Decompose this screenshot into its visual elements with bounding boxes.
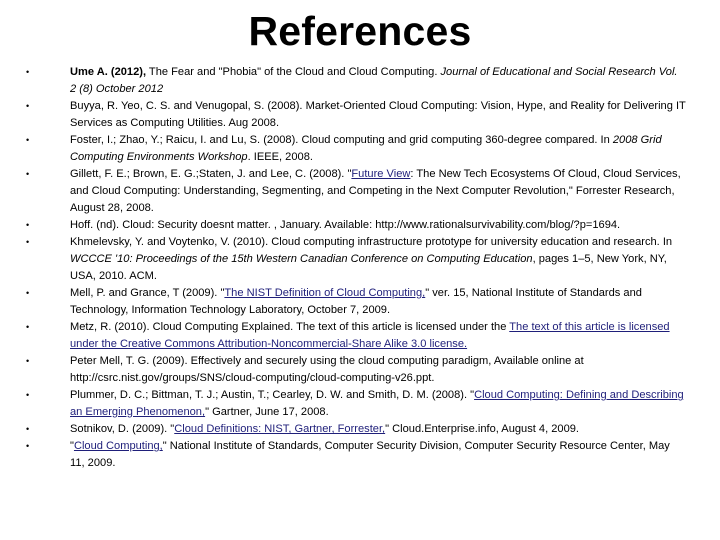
reference-text: " ver. 15, National Institute of Standards and Technology, Information Technology Laboratory, October 7, 2009.	[70, 287, 642, 316]
reference-source-italic: WCCCE '10: Proceedings of the 15th Western Canadian Conference on Computing Education	[70, 253, 533, 265]
reference-item	[26, 285, 686, 319]
reference-item	[26, 64, 686, 98]
reference-text: : The New Tech Ecosystems Of Cloud, Cloud Services, and Cloud Computing: Understanding, Segmenting, and Competing in the Next Computer Revolution," Forrester Research, August 28, 2008.	[70, 168, 681, 214]
reference-text: "	[70, 440, 74, 452]
reference-author-bold: Ume A. (2012),	[70, 66, 147, 78]
reference-source-italic: 2008 Grid Computing Environments Workshop	[70, 134, 662, 163]
reference-link[interactable]: Cloud Computing,	[73, 440, 163, 452]
reference-list	[26, 64, 686, 472]
reference-source-italic: Journal of Educational and Social Research Vol. 2 (8) October 2012	[70, 66, 678, 95]
reference-item	[26, 319, 686, 353]
reference-item	[26, 421, 686, 438]
bullet-icon: •	[26, 390, 30, 400]
bullet-icon: •	[26, 135, 30, 145]
reference-text: Hoff. (nd). Cloud: Security doesnt matter. , January. Available: http://www.rationalsurvivability.com/blog/?p=1694.	[70, 219, 621, 231]
reference-text: . IEEE, 2008.	[247, 151, 313, 163]
reference-item	[26, 387, 686, 421]
reference-text: Gillett, F. E.; Brown, E. G.;Staten, J. and Lee, C. (2008). "	[70, 168, 352, 180]
bullet-icon: •	[26, 67, 30, 77]
reference-text: Khmelevsky, Y. and Voytenko, V. (2010). Cloud computing infrastructure prototype for university education and research. In	[70, 236, 673, 248]
bullet-icon: •	[26, 220, 30, 230]
reference-link[interactable]: Cloud Definitions: NIST, Gartner, Forrester,	[174, 423, 386, 435]
reference-text: Mell, P. and Grance, T (2009). "	[70, 287, 225, 299]
page-title: References	[248, 8, 472, 54]
bullet-icon: •	[26, 424, 30, 434]
bullet-icon: •	[26, 322, 30, 332]
reference-text: Metz, R. (2010). Cloud Computing Explained. The text of this article is licensed under the	[70, 321, 510, 333]
bullet-icon: •	[26, 441, 30, 451]
bullet-icon: •	[26, 237, 30, 247]
reference-text: Buyya, R. Yeo, C. S. and Venugopal, S. (2008). Market-Oriented Cloud Computing: Vision, Hype, and Reality for Delivering IT Services as Computing Utilities. Aug 2008.	[70, 100, 686, 129]
bullet-icon: •	[26, 356, 30, 366]
bullet-icon: •	[26, 288, 30, 298]
bullet-icon: •	[26, 169, 30, 179]
reference-item	[26, 234, 686, 285]
reference-text: " National Institute of Standards, Computer Security Division, Computer Security Resource Center, May 11, 2009.	[70, 440, 670, 469]
bullet-icon: •	[26, 101, 30, 111]
reference-text: " Cloud.Enterprise.info, August 4, 2009.	[385, 423, 580, 435]
reference-text: , pages 1–5, New York, NY, USA, 2010. ACM.	[70, 253, 667, 282]
reference-text: " Gartner, June 17, 2008.	[205, 406, 329, 418]
reference-text: The Fear and "Phobia" of the Cloud and Cloud Computing.	[146, 66, 441, 78]
reference-item	[26, 438, 686, 472]
reference-text: Foster, I.; Zhao, Y.; Raicu, I. and Lu, S. (2008). Cloud computing and grid computing 360-degree compared. In	[70, 134, 613, 146]
reference-link[interactable]: Cloud Computing: Defining and Describing an Emerging Phenomenon,	[70, 389, 684, 418]
reference-item	[26, 166, 686, 217]
reference-text: Sotnikov, D. (2009). "	[70, 423, 175, 435]
reference-text: Plummer, D. C.; Bittman, T. J.; Austin, T.; Cearley, D. W. and Smith, D. M. (2008). "	[70, 389, 475, 401]
reference-item	[26, 217, 686, 234]
reference-link[interactable]: The NIST Definition of Cloud Computing,	[224, 287, 426, 299]
reference-item	[26, 353, 686, 387]
reference-link[interactable]: Future View	[351, 168, 411, 180]
reference-item	[26, 98, 686, 132]
reference-text: Peter Mell, T. G. (2009). Effectively and securely using the cloud computing paradigm, Available online at http://csrc.nist.gov/groups/SNS/cloud-computing/cloud-computing-v26.ppt.	[70, 355, 584, 384]
reference-link[interactable]: The text of this article is licensed under the Creative Commons Attribution-Noncommercial-Share Alike 3.0 license.	[70, 321, 670, 350]
reference-item	[26, 132, 686, 166]
